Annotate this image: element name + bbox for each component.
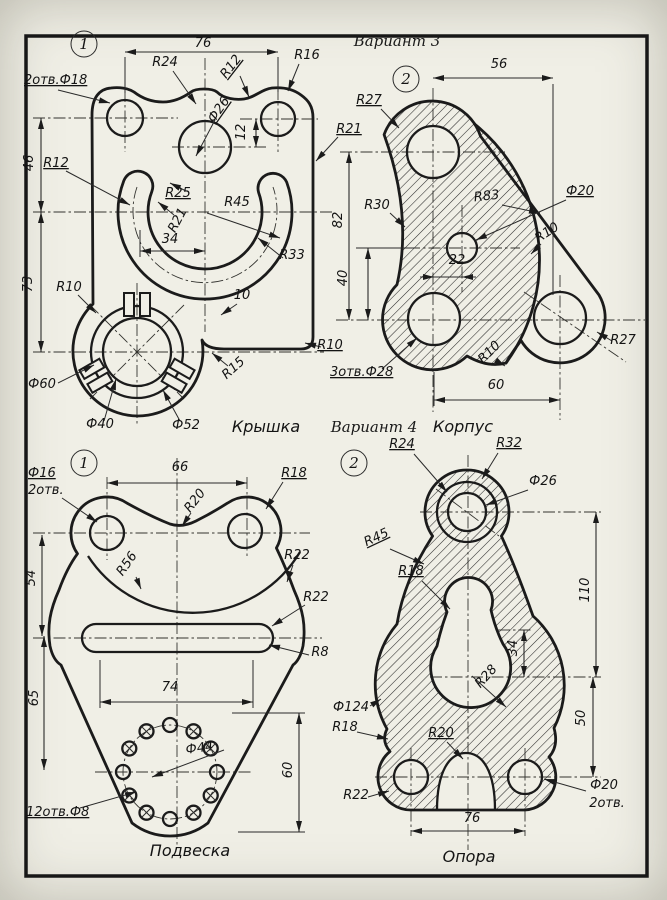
dim-label: 12 (234, 123, 249, 141)
radius-label: R30 (364, 198, 390, 213)
diameter-label: Ф16 (28, 466, 56, 481)
diameter-label: Ф52 (172, 418, 200, 433)
radius-label: R10 (532, 219, 562, 247)
radius-label: R45 (361, 525, 392, 551)
dim-label: 54 (24, 569, 39, 587)
dim-label: 73 (21, 275, 36, 293)
variant-label: Вариант 4 (330, 418, 418, 436)
ear-hole-right-f16 (228, 514, 262, 548)
dim-label: 10 (233, 288, 251, 303)
hole-note-label: 2отв. (589, 796, 625, 811)
radius-label: R12 (217, 52, 246, 82)
part-title: Корпус (432, 417, 494, 436)
part-title: Крышка (231, 417, 301, 436)
radius-label: R56 (113, 549, 141, 579)
radius-label: R20 (181, 486, 210, 516)
hole-note-label: 3отв.Ф28 (330, 365, 394, 380)
diameter-label: Ф20 (566, 184, 594, 199)
korpus-hatch (383, 101, 540, 370)
dims-podveska (42, 482, 309, 832)
dim-label: 110 (578, 577, 593, 603)
dim-label: 34 (161, 232, 179, 247)
radius-label: R83 (473, 187, 501, 206)
dim-label: 60 (487, 378, 505, 393)
hole-note-label: 12отв.Ф8 (26, 805, 90, 820)
radius-label: R10 (56, 280, 82, 295)
dim-label: 76 (463, 811, 481, 826)
badge-number: 2 (401, 70, 411, 88)
radius-label: R18 (332, 720, 358, 735)
radius-label: R25 (165, 186, 191, 201)
dim-label: 65 (27, 689, 42, 707)
radius-label: R32 (496, 436, 522, 451)
diameter-label: Ф20 (590, 778, 618, 793)
diameter-label: Ф44 (184, 739, 215, 758)
radius-label: R22 (303, 590, 329, 605)
dim-label: 74 (161, 680, 179, 695)
radius-label: R12 (43, 156, 69, 171)
dim-label: 50 (574, 709, 589, 727)
variant-label: Вариант 3 (353, 32, 441, 50)
dim-label: 60 (281, 761, 296, 779)
radius-label: R27 (610, 333, 636, 348)
radius-label: R16 (294, 48, 320, 63)
radius-label: R15 (219, 354, 249, 383)
hole-bottom-left-f28 (408, 293, 460, 345)
podveska-outline (49, 497, 304, 836)
radius-label: R33 (279, 248, 305, 263)
diameter-label: Ф60 (28, 377, 56, 392)
radius-label: R27 (356, 93, 382, 108)
badge-number: 1 (79, 454, 89, 472)
radius-label: R18 (281, 466, 307, 481)
radius-label: R45 (224, 195, 250, 210)
opora-hatch (375, 470, 564, 810)
radius-label: R21 (336, 122, 362, 137)
radius-label: R22 (284, 548, 310, 563)
diameter-label: Ф26 (529, 474, 557, 489)
dim-label: 56 (490, 57, 508, 72)
radius-label: R10 (317, 338, 343, 353)
diameter-label: Ф40 (86, 417, 114, 432)
hole-note-label: 2отв.Ф18 (24, 73, 88, 88)
radius-label: R18 (398, 564, 424, 579)
part-title: Опора (442, 847, 496, 866)
radius-label: R10 (475, 338, 504, 367)
radius-label: R24 (389, 437, 415, 452)
radius-label: R28 (472, 662, 501, 692)
drawing-korpus (316, 32, 645, 436)
dim-label: 82 (331, 211, 346, 229)
diameter-label: Ф124 (332, 700, 370, 715)
dim-label: 76 (194, 36, 212, 51)
radius-label: R21 (165, 205, 191, 236)
dim-label: 66 (171, 460, 189, 475)
radius-label: R8 (311, 645, 329, 660)
dim-label: 40 (336, 269, 351, 287)
dim-label: 46 (22, 154, 37, 172)
radius-label: R24 (152, 55, 178, 70)
part-title: Подвеска (149, 841, 231, 860)
hole-note-label: 2отв. (28, 483, 64, 498)
dim-label: 22 (448, 253, 466, 268)
diameter-label: Ф26 (205, 94, 234, 126)
badge-number: 1 (79, 35, 89, 53)
badge-number: 2 (349, 454, 359, 472)
drawing-opora (330, 418, 625, 866)
drawing-kryshka (21, 31, 343, 436)
radius-label: R22 (343, 788, 369, 803)
dim-label: 34 (506, 639, 521, 657)
radius-label: R20 (428, 726, 454, 741)
drawing-podveska (24, 450, 329, 860)
